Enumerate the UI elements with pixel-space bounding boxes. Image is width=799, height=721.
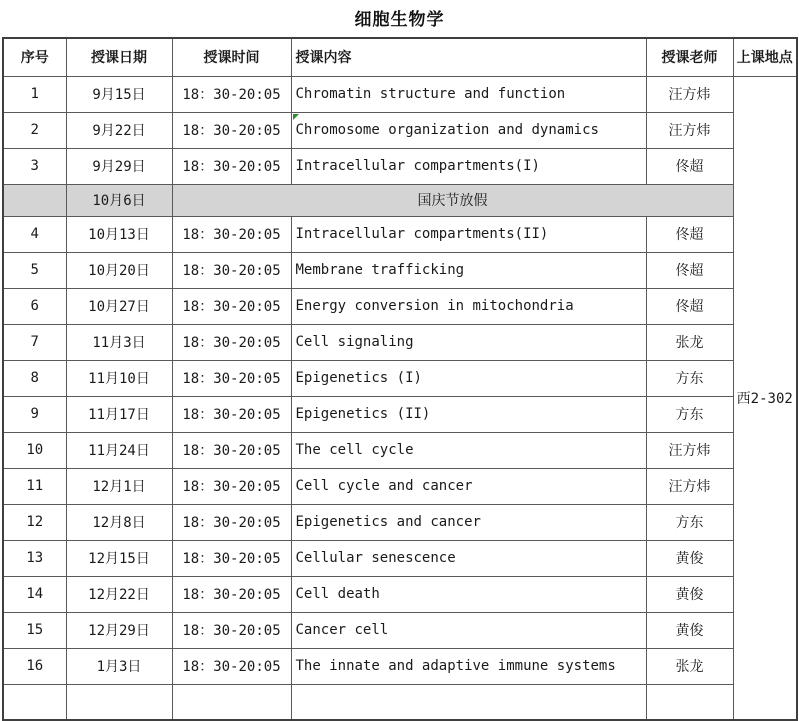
- cell-time: 18：30-20:05: [172, 576, 291, 612]
- cell-time: 18：30-20:05: [172, 76, 291, 112]
- holiday-row: [3, 184, 797, 216]
- cell-teacher: 汪方炜: [646, 76, 733, 112]
- course-schedule-table: [2, 37, 798, 721]
- cell-date: 10月20日: [66, 252, 172, 288]
- table-row: [3, 432, 797, 468]
- table-body: [3, 76, 797, 720]
- page-title: 细胞生物学: [354, 10, 445, 30]
- cell-time: 18：30-20:05: [172, 612, 291, 648]
- cell-time: 18：30-20:05: [172, 288, 291, 324]
- column-header-no: 序号: [3, 38, 66, 76]
- cell-number: 15: [3, 612, 66, 648]
- cell-number: 2: [3, 112, 66, 148]
- table-row: [3, 504, 797, 540]
- column-header-location: 上课地点: [733, 38, 797, 76]
- column-header-content: 授课内容: [291, 38, 646, 76]
- cell-teacher: 汪方炜: [646, 468, 733, 504]
- cell-teacher: 方东: [646, 360, 733, 396]
- table-row: [3, 540, 797, 576]
- table-row: [3, 112, 797, 148]
- cell-time: 18：30-20:05: [172, 112, 291, 148]
- cell-number: 4: [3, 216, 66, 252]
- cell-content: Membrane trafficking: [291, 252, 646, 288]
- cell-time: 18：30-20:05: [172, 396, 291, 432]
- cell-date: 12月15日: [66, 540, 172, 576]
- cell-content: Epigenetics (I): [291, 360, 646, 396]
- cell-number: 12: [3, 504, 66, 540]
- table-row: [3, 324, 797, 360]
- table-row: [3, 360, 797, 396]
- cell-teacher: 张龙: [646, 648, 733, 684]
- partial-cell: [3, 684, 66, 720]
- table-row: [3, 148, 797, 184]
- cell-number: 13: [3, 540, 66, 576]
- cell-teacher: 佟超: [646, 252, 733, 288]
- cell-location-merged: 西2-302: [733, 76, 797, 720]
- cell-content: Chromosome organization and dynamics: [291, 112, 646, 148]
- cell-teacher: 张龙: [646, 324, 733, 360]
- column-header-teacher: 授课老师: [646, 38, 733, 76]
- cell-date: 12月8日: [66, 504, 172, 540]
- partial-cell: [172, 684, 291, 720]
- cell-content: Cell cycle and cancer: [291, 468, 646, 504]
- cell-time: 18：30-20:05: [172, 324, 291, 360]
- cell-time: 18：30-20:05: [172, 432, 291, 468]
- cell-date: 9月29日: [66, 148, 172, 184]
- column-header-date: 授课日期: [66, 38, 172, 76]
- table-row: [3, 252, 797, 288]
- cell-content: Epigenetics and cancer: [291, 504, 646, 540]
- cell-teacher: 佟超: [646, 288, 733, 324]
- cell-date: 12月1日: [66, 468, 172, 504]
- cell-date: 11月24日: [66, 432, 172, 468]
- cell-date: 11月17日: [66, 396, 172, 432]
- cell-number: 16: [3, 648, 66, 684]
- cell-date: 11月3日: [66, 324, 172, 360]
- cell-number: 9: [3, 396, 66, 432]
- cell-number: 14: [3, 576, 66, 612]
- cell-teacher: 方东: [646, 396, 733, 432]
- table-row: [3, 216, 797, 252]
- cell-number: 11: [3, 468, 66, 504]
- cell-time: 18：30-20:05: [172, 216, 291, 252]
- cell-teacher: 方东: [646, 504, 733, 540]
- partial-bottom-row: [3, 684, 797, 720]
- cell-date: 10月27日: [66, 288, 172, 324]
- cell-date: 1月3日: [66, 648, 172, 684]
- cell-date: 12月22日: [66, 576, 172, 612]
- cell-content: Cell death: [291, 576, 646, 612]
- cell-content: Cancer cell: [291, 612, 646, 648]
- cell-content: Epigenetics (II): [291, 396, 646, 432]
- cell-date: 9月22日: [66, 112, 172, 148]
- cell-number: 8: [3, 360, 66, 396]
- comment-marker-icon: [293, 114, 299, 120]
- cell-content: Cellular senescence: [291, 540, 646, 576]
- cell-time: 18：30-20:05: [172, 148, 291, 184]
- partial-cell: [66, 684, 172, 720]
- cell-number: 6: [3, 288, 66, 324]
- table-row: [3, 468, 797, 504]
- table-row: [3, 396, 797, 432]
- cell-teacher: 汪方炜: [646, 112, 733, 148]
- cell-number: 5: [3, 252, 66, 288]
- cell-content: The innate and adaptive immune systems: [291, 648, 646, 684]
- cell-date: 10月13日: [66, 216, 172, 252]
- cell-time: 18：30-20:05: [172, 540, 291, 576]
- cell-teacher: 黄俊: [646, 612, 733, 648]
- cell-teacher: 佟超: [646, 148, 733, 184]
- cell-date: 12月29日: [66, 612, 172, 648]
- cell-content: Intracellular compartments(I): [291, 148, 646, 184]
- cell-number: 10: [3, 432, 66, 468]
- cell-teacher: 黄俊: [646, 540, 733, 576]
- cell-content: Intracellular compartments(II): [291, 216, 646, 252]
- partial-cell: [646, 684, 733, 720]
- cell-content: Chromatin structure and function: [291, 76, 646, 112]
- holiday-cell-empty: [3, 184, 66, 216]
- cell-number: 3: [3, 148, 66, 184]
- table-row: [3, 288, 797, 324]
- cell-date: 9月15日: [66, 76, 172, 112]
- cell-number: 7: [3, 324, 66, 360]
- cell-teacher: 汪方炜: [646, 432, 733, 468]
- table-row: [3, 648, 797, 684]
- table-row: [3, 612, 797, 648]
- table-row: [3, 576, 797, 612]
- holiday-cell-date: 10月6日: [66, 184, 172, 216]
- holiday-cell-label: 国庆节放假: [172, 184, 733, 216]
- cell-time: 18：30-20:05: [172, 648, 291, 684]
- header-row: [3, 38, 797, 76]
- cell-content: Cell signaling: [291, 324, 646, 360]
- table-row: [3, 76, 797, 112]
- cell-number: 1: [3, 76, 66, 112]
- table-header: [3, 38, 797, 76]
- cell-time: 18：30-20:05: [172, 360, 291, 396]
- column-header-time: 授课时间: [172, 38, 291, 76]
- cell-teacher: 佟超: [646, 216, 733, 252]
- cell-time: 18：30-20:05: [172, 504, 291, 540]
- cell-time: 18：30-20:05: [172, 252, 291, 288]
- partial-cell: [291, 684, 646, 720]
- cell-content: The cell cycle: [291, 432, 646, 468]
- cell-time: 18：30-20:05: [172, 468, 291, 504]
- cell-teacher: 黄俊: [646, 576, 733, 612]
- cell-date: 11月10日: [66, 360, 172, 396]
- cell-content: Energy conversion in mitochondria: [291, 288, 646, 324]
